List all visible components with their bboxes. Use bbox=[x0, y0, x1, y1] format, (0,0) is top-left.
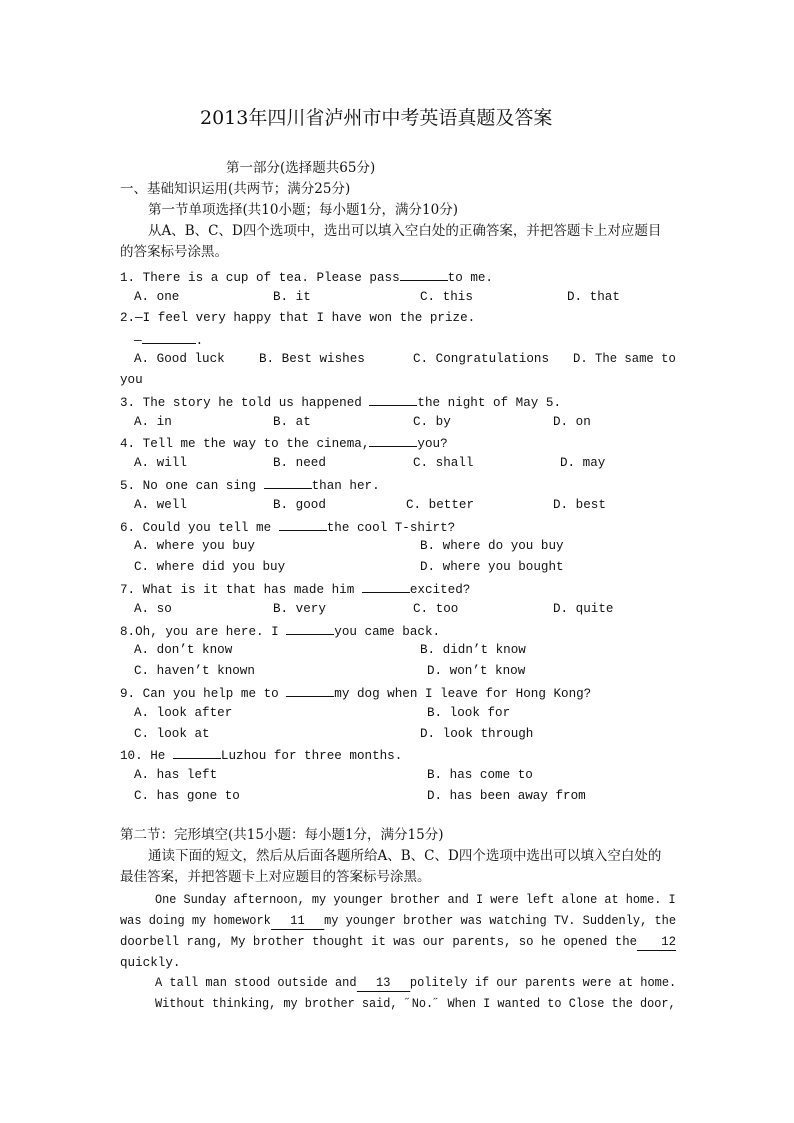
option-c: C. Congratulations bbox=[413, 352, 550, 366]
option-c: C. look at bbox=[134, 727, 210, 741]
option-b: B. it bbox=[273, 290, 311, 304]
passage-line bbox=[0, 911, 794, 932]
question-stem bbox=[0, 578, 794, 599]
passage-line bbox=[0, 890, 794, 911]
option-b: B. Best wishes bbox=[259, 352, 365, 366]
question-stem-text: 6. Could you tell me the cool T-shirt? bbox=[120, 516, 455, 539]
instructions-line bbox=[0, 221, 794, 242]
instructions-line bbox=[0, 867, 794, 888]
question-options bbox=[0, 640, 794, 661]
cloze-blank: 11 bbox=[271, 914, 324, 930]
question-stem bbox=[0, 474, 794, 495]
document-title bbox=[0, 103, 794, 133]
question-stem-text: 2.—I feel very happy that I have won the prize. bbox=[120, 311, 476, 325]
part1-heading-text: 第一部分(选择题共65分) bbox=[226, 160, 376, 176]
passage-line bbox=[0, 932, 794, 953]
option-wrap-line bbox=[0, 370, 794, 391]
section1-heading bbox=[0, 179, 794, 200]
question-stem-text: 8.Oh, you are here. I you came back. bbox=[120, 620, 440, 643]
question-stem bbox=[0, 744, 794, 765]
instructions-text: 最佳答案，并把答题卡上对应题目的答案标号涂黑。 bbox=[120, 869, 431, 885]
question-options bbox=[0, 453, 794, 474]
option-d: D. quite bbox=[553, 602, 614, 616]
option-b: B. need bbox=[273, 456, 326, 470]
passage-text: quickly. bbox=[120, 956, 181, 970]
question-stem-text: 4. Tell me the way to the cinema, you? bbox=[120, 432, 448, 455]
answer-blank bbox=[286, 682, 334, 697]
question-options bbox=[0, 703, 794, 724]
option-b: B. at bbox=[273, 415, 311, 429]
option-c: C. has gone to bbox=[134, 789, 240, 803]
option-d: D. may bbox=[560, 456, 606, 470]
option-d: D. best bbox=[553, 498, 606, 512]
option-a: A. well bbox=[134, 498, 187, 512]
question-stem-text: 3. The story he told us happened the night of May 5. bbox=[120, 391, 561, 414]
answer-blank bbox=[142, 329, 196, 344]
option-b: B. very bbox=[273, 602, 326, 616]
option-a: A. where you buy bbox=[134, 539, 255, 553]
option-b: B. look for bbox=[427, 706, 511, 720]
question-options bbox=[0, 495, 794, 516]
passage-line bbox=[0, 953, 794, 974]
question-stem bbox=[0, 432, 794, 453]
option-c: C. by bbox=[413, 415, 451, 429]
question-options bbox=[0, 765, 794, 786]
part1-heading bbox=[0, 158, 794, 179]
question-options bbox=[0, 349, 794, 370]
subsection1-heading-text: 第一节单项选择(共10小题；每小题1分，满分10分) bbox=[148, 202, 458, 218]
option-d: D. has been away from bbox=[427, 789, 586, 803]
question-stem bbox=[0, 266, 794, 287]
title-text: 2013年四川省泸州市中考英语真题及答案 bbox=[200, 107, 553, 129]
instructions-text: 通读下面的短文，然后从后面各题所给A、B、C、D四个选项中选出可以填入空白处的 bbox=[148, 848, 662, 864]
instructions-text: 从A、B、C、D四个选项中，选出可以填入空白处的正确答案，并把答题卡上对应题目 bbox=[148, 223, 662, 239]
option-c: C. better bbox=[406, 498, 475, 512]
passage-line bbox=[0, 994, 794, 1015]
option-a: A. in bbox=[134, 415, 172, 429]
question-options bbox=[0, 599, 794, 620]
question-stem bbox=[0, 391, 794, 412]
option-b: B. has come to bbox=[427, 768, 533, 782]
option-c: C. this bbox=[420, 290, 473, 304]
question-stem-text: 10. He Luzhou for three months. bbox=[120, 744, 402, 767]
question-stem bbox=[0, 682, 794, 703]
option-a: A. one bbox=[134, 290, 180, 304]
question-stem-text: 9. Can you help me to my dog when I leave for Hong Kong? bbox=[120, 682, 591, 705]
passage-line bbox=[0, 973, 794, 994]
option-d: D. on bbox=[553, 415, 591, 429]
instructions-line bbox=[0, 242, 794, 263]
answer-blank bbox=[400, 266, 448, 281]
answer-blank bbox=[369, 432, 417, 447]
subsection2-heading-text: 第二节：完形填空(共15小题：每小题1分，满分15分) bbox=[120, 827, 444, 843]
passage-text: was doing my homework 11 my younger brother was watching TV. Suddenly, the bbox=[120, 914, 677, 928]
question-stem bbox=[0, 516, 794, 537]
question-options bbox=[0, 661, 794, 682]
option-d: D. that bbox=[567, 290, 620, 304]
option-d-wrap: you bbox=[120, 373, 143, 387]
subsection1-heading bbox=[0, 200, 794, 221]
passage-text: One Sunday afternoon, my younger brother and I were left alone at home. I bbox=[155, 893, 676, 907]
option-c: C. too bbox=[413, 602, 459, 616]
question-options bbox=[0, 557, 794, 578]
question-options bbox=[0, 287, 794, 308]
option-d: D. The same to bbox=[573, 352, 676, 366]
option-a: A. so bbox=[134, 602, 172, 616]
subsection2-heading bbox=[0, 825, 794, 846]
answer-blank bbox=[173, 744, 221, 759]
answer-blank bbox=[264, 474, 312, 489]
passage-text: A tall man stood outside and 13 politely if our parents were at home. bbox=[155, 976, 677, 990]
option-a: A. don’t know bbox=[134, 643, 233, 657]
passage-text: doorbell rang, My brother thought it was our parents, so he opened the 12 bbox=[120, 935, 677, 949]
option-b: B. where do you buy bbox=[420, 539, 564, 553]
option-c: C. where did you buy bbox=[134, 560, 286, 574]
option-d: D. where you bought bbox=[420, 560, 564, 574]
cloze-blank: 12 bbox=[637, 935, 676, 951]
option-b: B. good bbox=[273, 498, 326, 512]
question-stem-text: 7. What is it that has made him excited? bbox=[120, 578, 470, 601]
instructions-text: 的答案标号涂黑。 bbox=[120, 244, 228, 260]
option-a: A. has left bbox=[134, 768, 218, 782]
option-d: D. look through bbox=[420, 727, 534, 741]
question-options bbox=[0, 724, 794, 745]
question-stem bbox=[0, 308, 794, 329]
section1-heading-text: 一、基础知识运用(共两节；满分25分) bbox=[120, 181, 351, 197]
option-a: A. look after bbox=[134, 706, 233, 720]
question-options bbox=[0, 412, 794, 433]
question-options bbox=[0, 786, 794, 807]
option-a: A. will bbox=[134, 456, 187, 470]
answer-blank bbox=[286, 620, 334, 635]
question-stem-text: 1. There is a cup of tea. Please pass to me. bbox=[120, 266, 493, 289]
question-stem-line2 bbox=[0, 329, 794, 350]
question-stem bbox=[0, 620, 794, 641]
instructions-line bbox=[0, 846, 794, 867]
option-c: C. haven’t known bbox=[134, 664, 255, 678]
answer-blank bbox=[362, 578, 410, 593]
dialogue-response: — . bbox=[134, 329, 203, 352]
passage-text: Without thinking, my brother said, ˝No.˝ When I wanted to Close the door, bbox=[155, 997, 676, 1011]
option-b: B. didn’t know bbox=[420, 643, 526, 657]
question-stem-text: 5. No one can sing than her. bbox=[120, 474, 380, 497]
option-a: A. Good luck bbox=[134, 352, 225, 366]
cloze-blank: 13 bbox=[357, 976, 410, 992]
answer-blank bbox=[369, 391, 417, 406]
option-c: C. shall bbox=[413, 456, 474, 470]
question-options bbox=[0, 536, 794, 557]
option-d: D. won’t know bbox=[427, 664, 526, 678]
answer-blank bbox=[279, 516, 327, 531]
